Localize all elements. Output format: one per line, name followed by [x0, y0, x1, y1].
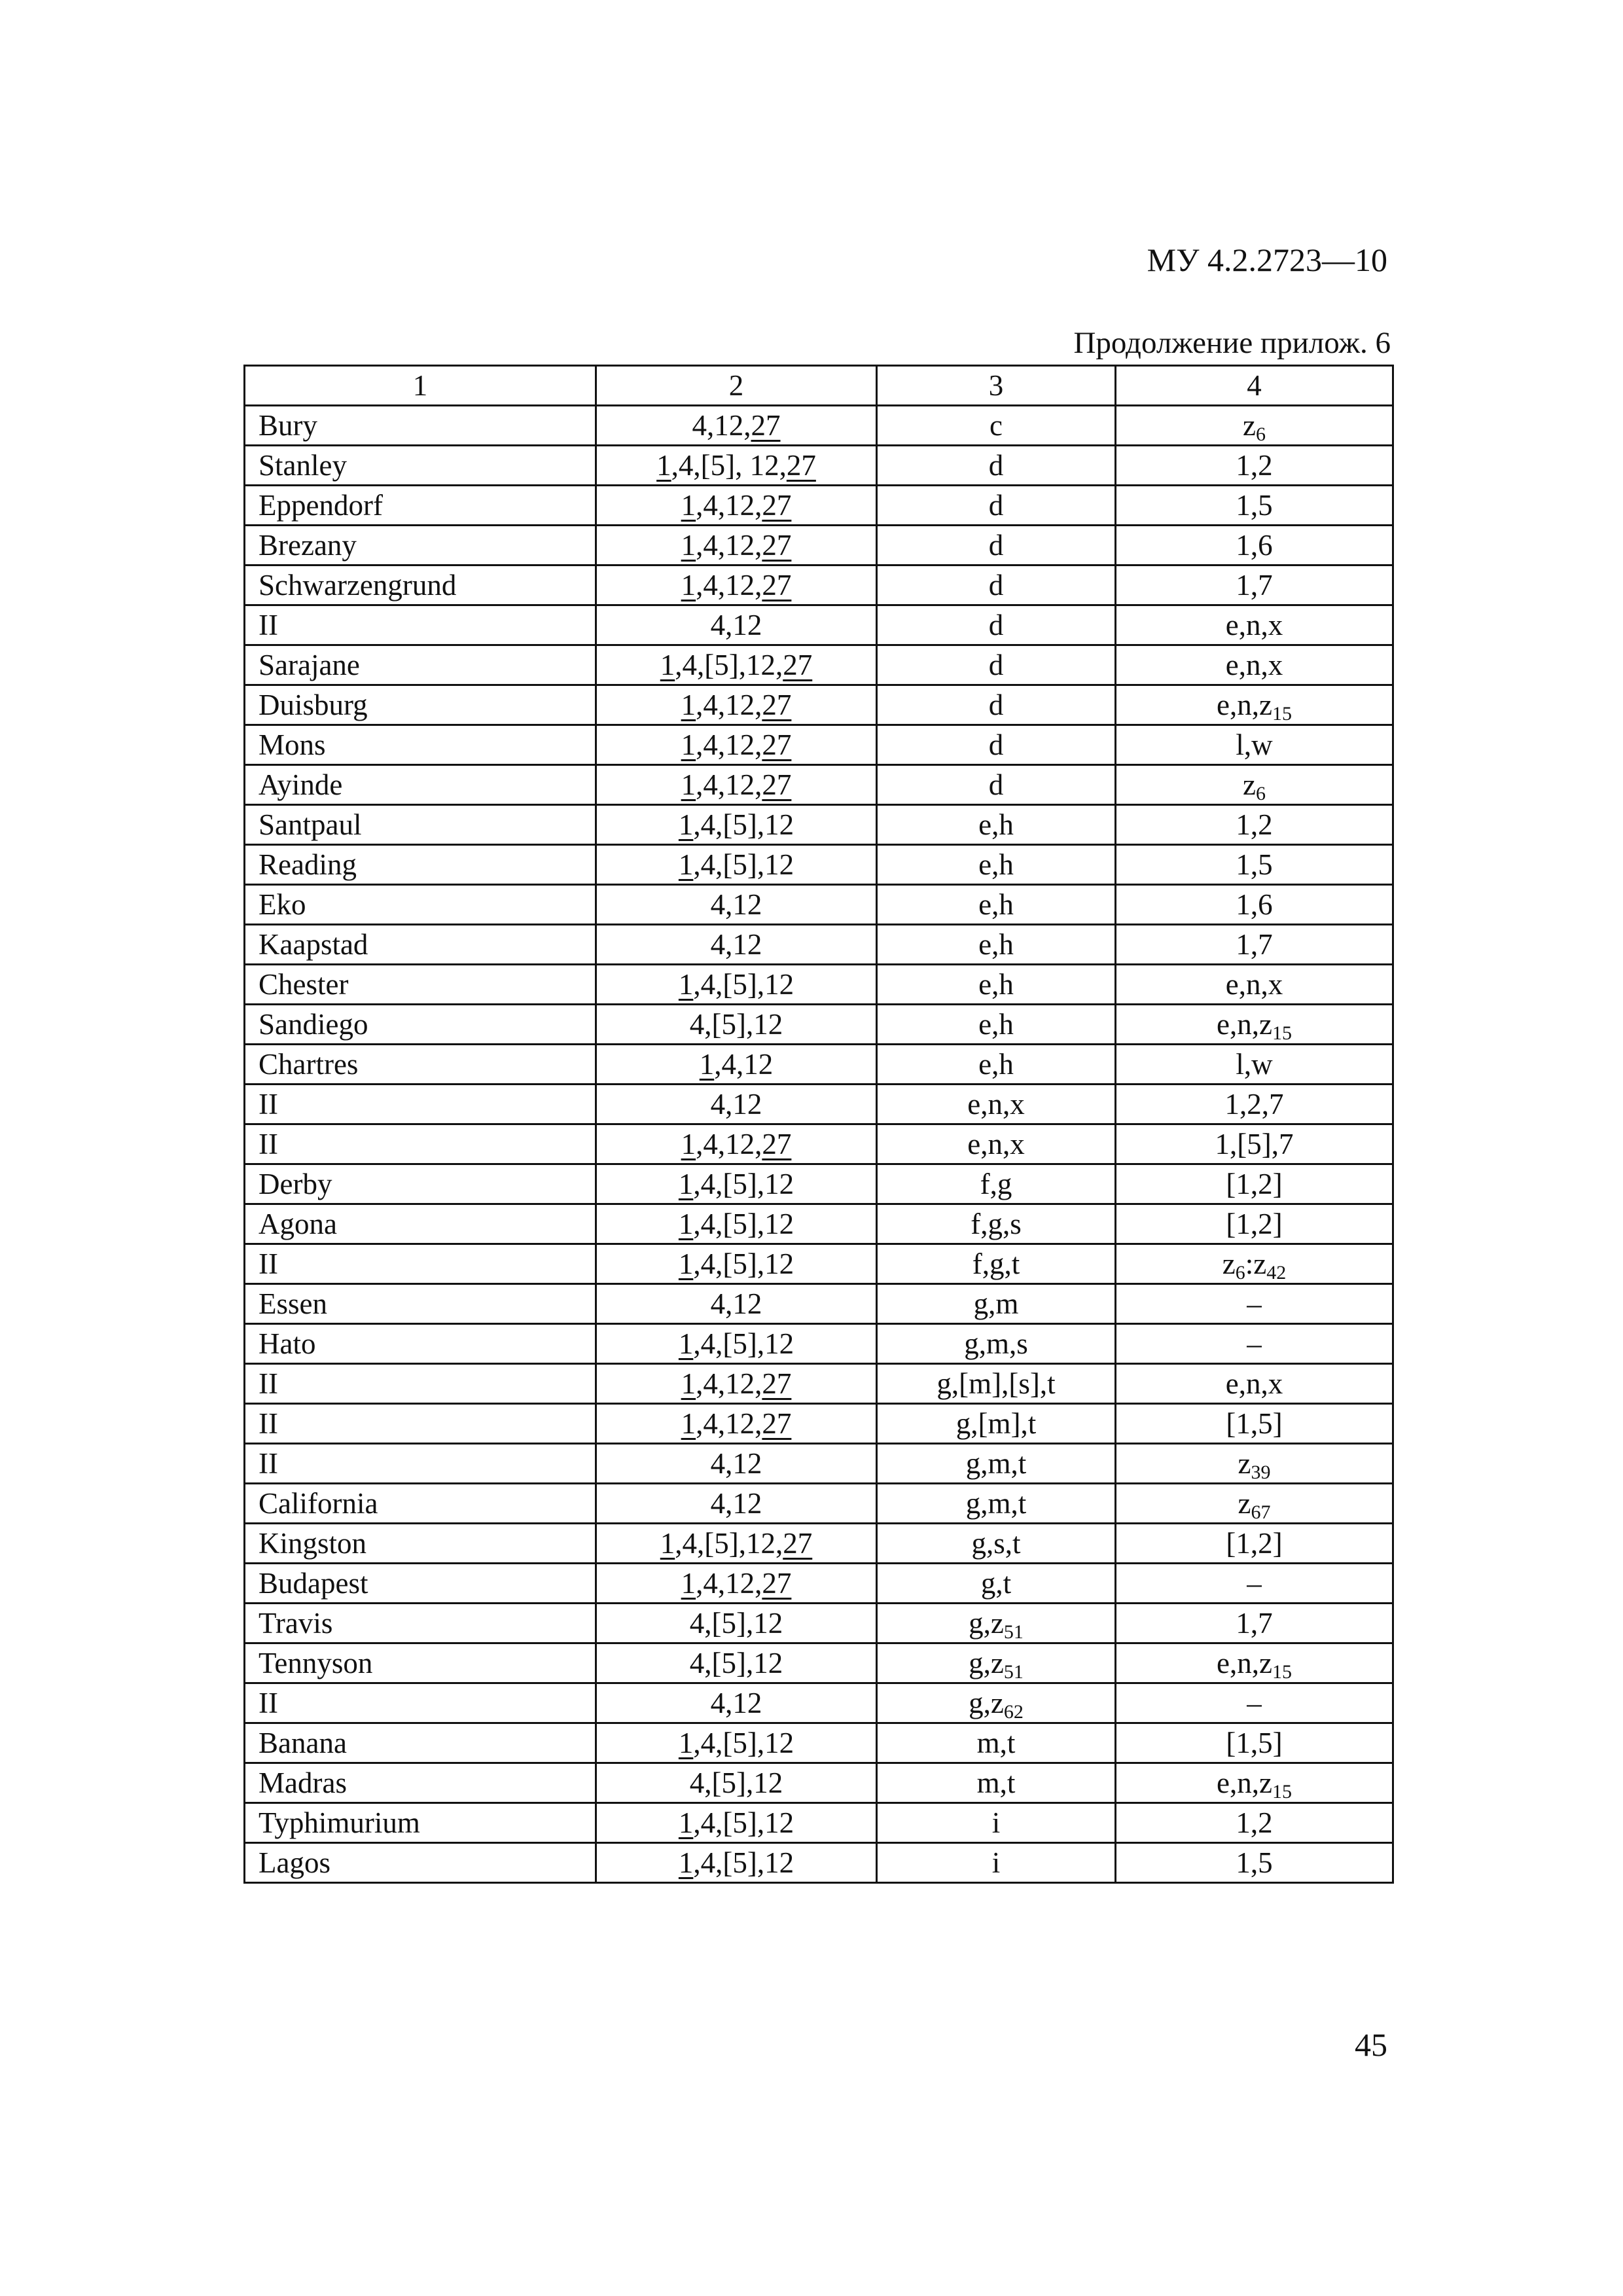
phase1-cell: g,m,t: [877, 1444, 1116, 1484]
phase1-cell: f,g,t: [877, 1244, 1116, 1284]
antigen-o-cell: 1,4,12,27: [596, 526, 877, 565]
phase2-cell: 1,5: [1116, 486, 1393, 526]
phase2-cell: $e,n,z_{15}$: [1116, 685, 1393, 725]
serovar-name-cell: Madras: [245, 1763, 596, 1803]
phase1-cell: d: [877, 526, 1116, 565]
serovar-name-cell: Mons: [245, 725, 596, 765]
table-row: [245, 1244, 1393, 1284]
phase2-cell: l,w: [1116, 1045, 1393, 1085]
antigen-o-cell: 1,4,[5],12: [596, 965, 877, 1005]
serovar-name-cell: Essen: [245, 1284, 596, 1324]
antigen-o-cell: 4,12: [596, 605, 877, 645]
antigen-o-cell: 1,4,12,27: [596, 1364, 877, 1404]
phase2-cell: e,n,x: [1116, 645, 1393, 685]
serovar-name-cell: Agona: [245, 1204, 596, 1244]
table-row: [245, 1643, 1393, 1683]
serovar-name-cell: II: [245, 1244, 596, 1284]
serovar-name-cell: Derby: [245, 1164, 596, 1204]
phase1-cell: g,m,s: [877, 1324, 1116, 1364]
phase1-cell: $g,z_{51}$: [877, 1643, 1116, 1683]
phase1-cell: e,h: [877, 845, 1116, 885]
table-row: [245, 1005, 1393, 1045]
antigen-o-cell: 4,12: [596, 1444, 877, 1484]
phase1-cell: d: [877, 765, 1116, 805]
phase2-cell: $e,n,z_{15}$: [1116, 1643, 1393, 1683]
phase2-cell: $z_{67}$: [1116, 1484, 1393, 1524]
antigen-o-cell: 4,[5],12: [596, 1604, 877, 1643]
serovar-name-cell: Duisburg: [245, 685, 596, 725]
antigen-o-cell: 1,4,12,27: [596, 565, 877, 605]
document-code: МУ 4.2.2723—10: [1147, 242, 1387, 278]
serovar-name-cell: II: [245, 1364, 596, 1404]
serovar-name-cell: II: [245, 1085, 596, 1124]
serovar-name-cell: Reading: [245, 845, 596, 885]
phase1-cell: e,h: [877, 885, 1116, 925]
phase2-cell: [1,5]: [1116, 1723, 1393, 1763]
phase1-cell: d: [877, 605, 1116, 645]
phase2-cell: [1,5]: [1116, 1404, 1393, 1444]
antigen-o-cell: 4,[5],12: [596, 1643, 877, 1683]
phase1-cell: $g,z_{51}$: [877, 1604, 1116, 1643]
phase1-cell: g,m: [877, 1284, 1116, 1324]
phase2-cell: [1,2]: [1116, 1164, 1393, 1204]
serovar-name-cell: Lagos: [245, 1843, 596, 1883]
antigen-o-cell: 1,4,[5],12: [596, 1244, 877, 1284]
phase1-cell: e,h: [877, 965, 1116, 1005]
serovar-name-cell: Kaapstad: [245, 925, 596, 965]
antigen-o-cell: 4,12: [596, 1484, 877, 1524]
antigen-o-cell: 1,4,12,27: [596, 1404, 877, 1444]
serovar-name-cell: Hato: [245, 1324, 596, 1364]
phase2-cell: 1,7: [1116, 925, 1393, 965]
antigen-o-cell: 1,4,[5],12: [596, 1204, 877, 1244]
antigen-o-cell: 1,4,[5],12,27: [596, 645, 877, 685]
table-row: [245, 605, 1393, 645]
phase2-cell: e,n,x: [1116, 605, 1393, 645]
phase2-cell: $z_6:z_{42}$: [1116, 1244, 1393, 1284]
column-header: 1: [245, 366, 596, 406]
antigen-o-cell: 1,4,[5], 12,27: [596, 446, 877, 486]
antigen-o-cell: 1,4,12,27: [596, 1124, 877, 1164]
phase1-cell: d: [877, 685, 1116, 725]
table-row: [245, 925, 1393, 965]
phase1-cell: c: [877, 406, 1116, 446]
serovar-name-cell: Ayinde: [245, 765, 596, 805]
serovar-name-cell: Bury: [245, 406, 596, 446]
phase1-cell: g,t: [877, 1564, 1116, 1604]
serovar-name-cell: Sarajane: [245, 645, 596, 685]
phase2-cell: $z_{39}$: [1116, 1444, 1393, 1484]
table-row: [245, 1404, 1393, 1444]
phase1-cell: e,h: [877, 1045, 1116, 1085]
table-row: [245, 1604, 1393, 1643]
table-row: [245, 1444, 1393, 1484]
phase1-cell: d: [877, 486, 1116, 526]
phase1-cell: f,g,s: [877, 1204, 1116, 1244]
phase1-cell: e,h: [877, 925, 1116, 965]
antigen-o-cell: 4,12: [596, 1284, 877, 1324]
table-row: [245, 1284, 1393, 1324]
antigen-o-cell: 1,4,12,27: [596, 1564, 877, 1604]
table-row: [245, 1763, 1393, 1803]
serovar-name-cell: Travis: [245, 1604, 596, 1643]
serovar-name-cell: California: [245, 1484, 596, 1524]
serovar-name-cell: II: [245, 1683, 596, 1723]
table-row: [245, 685, 1393, 725]
phase2-cell: 1,6: [1116, 885, 1393, 925]
table-row: [245, 1723, 1393, 1763]
phase2-cell: 1,2: [1116, 1803, 1393, 1843]
phase1-cell: g,s,t: [877, 1524, 1116, 1564]
table-row: [245, 1164, 1393, 1204]
phase1-cell: g,[m],[s],t: [877, 1364, 1116, 1404]
phase2-cell: –: [1116, 1324, 1393, 1364]
column-header: 2: [596, 366, 877, 406]
phase2-cell: 1,[5],7: [1116, 1124, 1393, 1164]
continuation-label: Продолжение прилож. 6: [1073, 326, 1391, 360]
phase2-cell: –: [1116, 1564, 1393, 1604]
table-row: [245, 406, 1393, 446]
antigen-o-cell: 1,4,[5],12: [596, 1723, 877, 1763]
serovar-name-cell: Chester: [245, 965, 596, 1005]
antigen-o-cell: 1,4,[5],12: [596, 1843, 877, 1883]
antigen-o-cell: 4,[5],12: [596, 1005, 877, 1045]
phase2-cell: –: [1116, 1683, 1393, 1723]
serovar-name-cell: Budapest: [245, 1564, 596, 1604]
antigen-o-cell: 1,4,12,27: [596, 725, 877, 765]
antigen-o-cell: 4,12: [596, 1085, 877, 1124]
column-header: 4: [1116, 366, 1393, 406]
table-row: [245, 885, 1393, 925]
table-row: [245, 1045, 1393, 1085]
phase2-cell: $e,n,z_{15}$: [1116, 1005, 1393, 1045]
antigen-o-cell: 1,4,[5],12,27: [596, 1524, 877, 1564]
table-row: [245, 1085, 1393, 1124]
phase1-cell: f,g: [877, 1164, 1116, 1204]
table-header-row: [245, 366, 1393, 406]
table-row: [245, 845, 1393, 885]
phase1-cell: d: [877, 446, 1116, 486]
phase2-cell: e,n,x: [1116, 1364, 1393, 1404]
table-row: [245, 1484, 1393, 1524]
serovar-name-cell: Kingston: [245, 1524, 596, 1564]
table-row: [245, 1204, 1393, 1244]
phase2-cell: e,n,x: [1116, 965, 1393, 1005]
antigen-o-cell: 1,4,[5],12: [596, 1164, 877, 1204]
column-header: 3: [877, 366, 1116, 406]
phase2-cell: 1,6: [1116, 526, 1393, 565]
serovar-name-cell: II: [245, 1404, 596, 1444]
phase1-cell: g,m,t: [877, 1484, 1116, 1524]
antigen-o-cell: 1,4,[5],12: [596, 1803, 877, 1843]
phase2-cell: [1,2]: [1116, 1524, 1393, 1564]
phase1-cell: e,h: [877, 805, 1116, 845]
phase1-cell: i: [877, 1803, 1116, 1843]
table-row: [245, 1364, 1393, 1404]
phase2-cell: 1,5: [1116, 845, 1393, 885]
serovar-name-cell: Brezany: [245, 526, 596, 565]
serovar-name-cell: Sandiego: [245, 1005, 596, 1045]
phase1-cell: $g,z_{62}$: [877, 1683, 1116, 1723]
antigen-o-cell: 1,4,12,27: [596, 685, 877, 725]
serovar-name-cell: Eppendorf: [245, 486, 596, 526]
phase2-cell: $e,n,z_{15}$: [1116, 1763, 1393, 1803]
phase1-cell: m,t: [877, 1723, 1116, 1763]
table-row: [245, 486, 1393, 526]
page-number: 45: [1355, 2026, 1387, 2063]
serovar-name-cell: II: [245, 1124, 596, 1164]
phase1-cell: d: [877, 725, 1116, 765]
table-row: [245, 446, 1393, 486]
serovar-name-cell: II: [245, 1444, 596, 1484]
serovar-name-cell: Typhimurium: [245, 1803, 596, 1843]
table-row: [245, 1324, 1393, 1364]
phase1-cell: m,t: [877, 1763, 1116, 1803]
phase2-cell: l,w: [1116, 725, 1393, 765]
phase1-cell: i: [877, 1843, 1116, 1883]
table-row: [245, 725, 1393, 765]
phase2-cell: 1,7: [1116, 565, 1393, 605]
serovar-name-cell: Schwarzengrund: [245, 565, 596, 605]
phase1-cell: g,[m],t: [877, 1404, 1116, 1444]
phase2-cell: 1,5: [1116, 1843, 1393, 1883]
phase1-cell: e,n,x: [877, 1124, 1116, 1164]
phase2-cell: 1,2: [1116, 446, 1393, 486]
antigen-o-cell: 4,12,27: [596, 406, 877, 446]
table-row: [245, 1843, 1393, 1883]
phase1-cell: e,n,x: [877, 1085, 1116, 1124]
serovar-name-cell: II: [245, 605, 596, 645]
table-row: [245, 1683, 1393, 1723]
serovar-name-cell: Stanley: [245, 446, 596, 486]
antigen-o-cell: 4,12: [596, 1683, 877, 1723]
phase1-cell: d: [877, 645, 1116, 685]
serovar-name-cell: Banana: [245, 1723, 596, 1763]
table-row: [245, 965, 1393, 1005]
serovar-name-cell: Santpaul: [245, 805, 596, 845]
antigen-o-cell: 1,4,[5],12: [596, 1324, 877, 1364]
phase2-cell: 1,2: [1116, 805, 1393, 845]
antigen-o-cell: 1,4,12: [596, 1045, 877, 1085]
table-row: [245, 805, 1393, 845]
table-row: [245, 1564, 1393, 1604]
serovar-name-cell: Tennyson: [245, 1643, 596, 1683]
serovar-name-cell: Chartres: [245, 1045, 596, 1085]
antigen-o-cell: 4,[5],12: [596, 1763, 877, 1803]
table-row: [245, 1803, 1393, 1843]
antigen-o-cell: 1,4,12,27: [596, 765, 877, 805]
phase2-cell: –: [1116, 1284, 1393, 1324]
antigen-o-cell: 1,4,12,27: [596, 486, 877, 526]
antigen-o-cell: 4,12: [596, 885, 877, 925]
serovar-name-cell: Eko: [245, 885, 596, 925]
table-row: [245, 645, 1393, 685]
serovar-table: [243, 365, 1394, 1884]
phase2-cell: [1,2]: [1116, 1204, 1393, 1244]
table-row: [245, 1124, 1393, 1164]
antigen-o-cell: 1,4,[5],12: [596, 805, 877, 845]
table-row: [245, 765, 1393, 805]
phase2-cell: $z_6$: [1116, 765, 1393, 805]
phase2-cell: 1,2,7: [1116, 1085, 1393, 1124]
phase2-cell: $z_6$: [1116, 406, 1393, 446]
table-row: [245, 565, 1393, 605]
antigen-o-cell: 4,12: [596, 925, 877, 965]
phase2-cell: 1,7: [1116, 1604, 1393, 1643]
antigen-o-cell: 1,4,[5],12: [596, 845, 877, 885]
phase1-cell: e,h: [877, 1005, 1116, 1045]
phase1-cell: d: [877, 565, 1116, 605]
table-row: [245, 526, 1393, 565]
table-row: [245, 1524, 1393, 1564]
